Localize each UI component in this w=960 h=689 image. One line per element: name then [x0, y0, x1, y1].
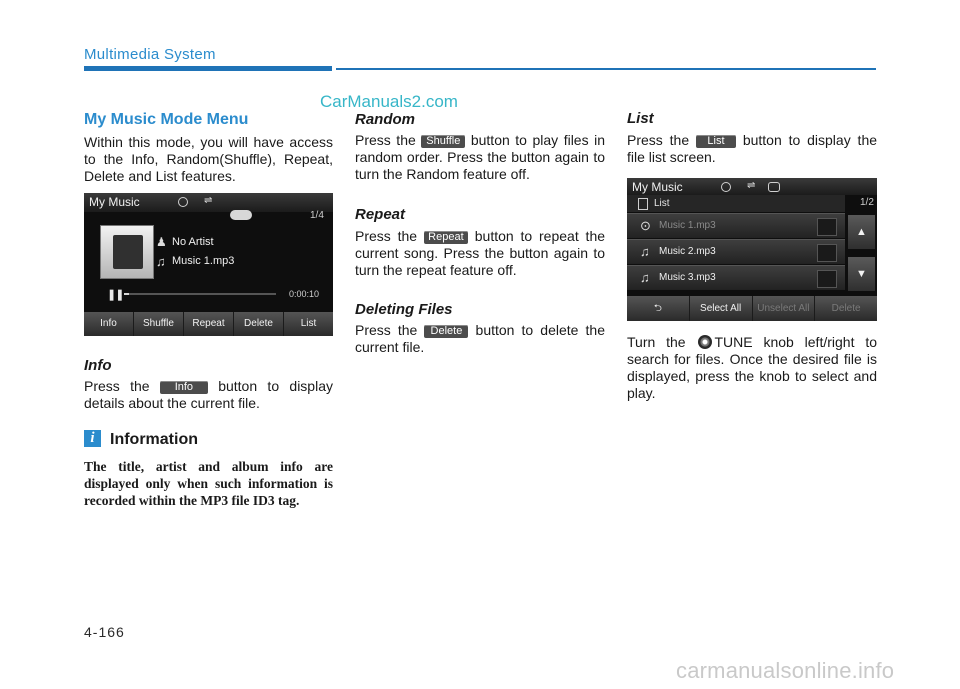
info-heading: Info: [84, 357, 112, 374]
list-item[interactable]: [627, 213, 845, 238]
list-item-title: Music 3.mp3: [659, 272, 716, 283]
tune-text-before: Turn the: [627, 334, 686, 350]
scroll-down-button[interactable]: ▼: [848, 257, 875, 291]
list-item[interactable]: [627, 239, 845, 264]
artist-icon: ♟: [156, 235, 167, 249]
delete-softkey[interactable]: Delete: [831, 303, 861, 314]
random-heading: Random: [355, 111, 415, 128]
softkey-list[interactable]: List: [300, 318, 317, 329]
back-button[interactable]: ⮌: [627, 296, 690, 321]
tune-paragraph: [627, 334, 877, 402]
list-item[interactable]: [627, 265, 845, 290]
tune-knob-icon: [698, 335, 712, 349]
tune-text-after: TUNE knob left/right to search for files. Once the desired file is displayed, press the knob to select and play.: [627, 334, 877, 401]
usb-icon: ⇌: [204, 195, 213, 206]
intro-paragraph: Within this mode, you will have access to the Info, Random(Shuffle), Repeat, Delete and List features.: [84, 134, 333, 184]
softkey-bar: [627, 296, 877, 321]
list-header-row: [627, 195, 845, 212]
repeat-button: Repeat: [424, 231, 468, 244]
list-text-before: Press the: [627, 132, 690, 148]
item-checkbox[interactable]: [817, 218, 837, 236]
delete-text-after: button to delete the current file.: [355, 322, 606, 355]
softkey-shuffle[interactable]: Shuffle: [134, 312, 184, 336]
info-paragraph: [84, 378, 333, 412]
delete-paragraph: [355, 322, 605, 356]
repeat-text-after: button to repeat the current song. Press the button again to turn the repeat feature off.: [355, 228, 606, 278]
list-item-title: Music 1.mp3: [659, 220, 716, 231]
pause-icon[interactable]: ❚❚: [107, 289, 124, 301]
progress-fill: [124, 293, 129, 295]
delete-button: Delete: [424, 325, 468, 338]
repeat-heading: Repeat: [355, 206, 406, 223]
screen-header: [627, 178, 877, 195]
scroll-up-button[interactable]: ▲: [848, 215, 875, 249]
softkey-bar: [84, 312, 333, 336]
repeat-text-before: Press the: [355, 228, 418, 244]
item-checkbox[interactable]: [817, 270, 837, 288]
random-text-after: button to play files in random order. Press the button again to turn the Random feature off.: [355, 132, 606, 182]
screen-header: [84, 193, 333, 212]
my-music-list-screen: [627, 178, 877, 321]
music-note-icon: ♫: [640, 270, 650, 285]
list-text-after: button to display the file list screen.: [627, 132, 878, 165]
my-music-mode-menu-title: My Music Mode Menu: [84, 111, 249, 128]
information-icon: i: [84, 430, 101, 447]
list-icon: [638, 198, 648, 210]
repeat-status-icon: [230, 210, 252, 220]
track-count: 1/4: [310, 210, 324, 221]
info-text-before: Press the: [84, 378, 150, 394]
page-indicator: 1/2: [860, 197, 874, 208]
list-item-title: Music 2.mp3: [659, 246, 716, 257]
page-number: 4-166: [84, 624, 125, 640]
artist-name: No Artist: [172, 236, 214, 248]
softkey-repeat[interactable]: Repeat: [184, 312, 234, 336]
my-music-screen: [84, 193, 333, 336]
info-text-after: button to display details about the current file.: [84, 378, 333, 411]
info-button: Info: [160, 381, 208, 394]
item-checkbox[interactable]: [817, 244, 837, 262]
delete-text-before: Press the: [355, 322, 418, 338]
screen-title: My Music: [89, 195, 140, 209]
softkey-delete[interactable]: Delete: [234, 312, 284, 336]
softkey-info[interactable]: Info: [84, 312, 134, 336]
list-button: List: [696, 135, 736, 148]
deleting-files-heading: Deleting Files: [355, 301, 453, 318]
watermark-top: CarManuals2.com: [320, 92, 458, 111]
unselect-all-button[interactable]: Unselect All: [753, 296, 816, 321]
list-heading: List: [627, 110, 654, 127]
shuffle-button: Shuffle: [421, 135, 465, 148]
header-rule-thin: [336, 68, 876, 70]
list-paragraph: [627, 132, 877, 166]
usb-icon: ⇌: [747, 180, 756, 191]
select-all-button[interactable]: Select All: [690, 296, 753, 321]
album-disc-icon: [113, 235, 143, 269]
progress-bar[interactable]: [124, 293, 276, 295]
list-label: List: [654, 198, 670, 209]
watermark-bottom: carmanualsonline.info: [676, 658, 895, 683]
section-title: Multimedia System: [84, 46, 216, 63]
random-text-before: Press the: [355, 132, 416, 148]
information-heading: Information: [110, 431, 198, 448]
music-note-icon: ♫: [640, 244, 650, 259]
play-circle-icon: ⊙: [640, 218, 651, 233]
song-name: Music 1.mp3: [172, 255, 235, 267]
disc-icon: [721, 182, 731, 192]
disc-icon: [178, 197, 188, 207]
album-art: [100, 225, 154, 279]
information-text: The title, artist and album info are displayed only when such information is recorded within the MP3 file ID3 tag.: [84, 459, 333, 508]
song-icon: ♫: [156, 254, 166, 269]
repeat-status-icon: [768, 182, 780, 192]
random-paragraph: [355, 132, 605, 183]
repeat-paragraph: [355, 228, 605, 279]
play-time: 0:00:10: [289, 289, 320, 299]
header-rule: [84, 66, 332, 71]
screen-title: My Music: [632, 180, 683, 194]
